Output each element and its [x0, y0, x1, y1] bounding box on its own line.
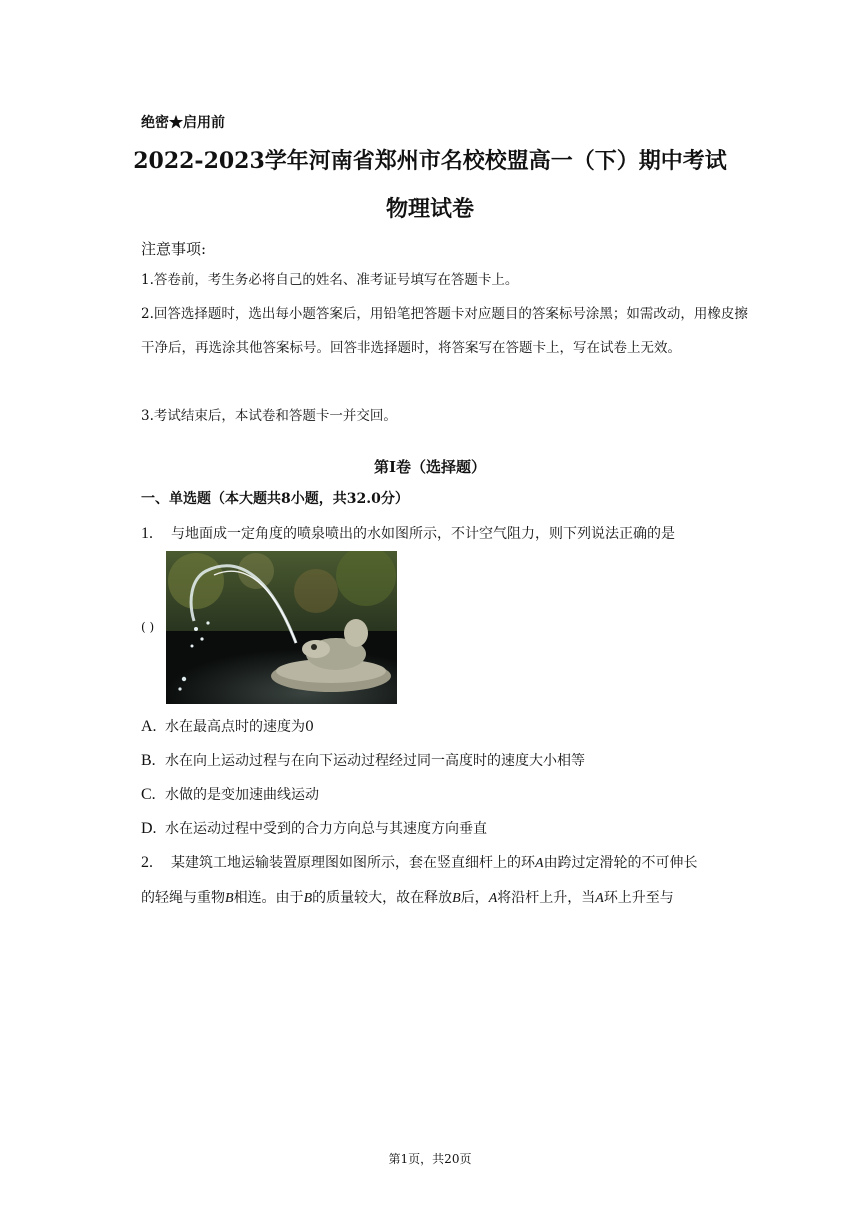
option-text: 水做的是变加速曲线运动	[165, 787, 319, 803]
notice-item-2: 2.回答选择题时，选出每小题答案后，用铅笔把答题卡对应题目的答案标号涂黑；如需改动，用橡皮擦干净后，再选涂其他答案标号。回答非选择题时，将答案写在答题卡上，写在试卷上无效。	[141, 306, 748, 356]
variable-b: B	[225, 891, 234, 906]
question-1	[141, 517, 749, 551]
page-footer: 第1页，共20页	[388, 1152, 472, 1166]
option-label: C.	[141, 786, 156, 803]
option-text: 水在最高点时的速度为0	[165, 719, 314, 735]
question-text: 某建筑工地运输装置原理图如图所示，套在竖直细杆上的环	[171, 855, 535, 871]
notice-heading: 注意事项:	[141, 240, 207, 258]
question-number: 2.	[141, 854, 153, 871]
question-text: 的轻绳与重物	[141, 890, 225, 906]
exam-title: 2022-2023学年河南省郑州市名校校盟高一（下）期中考试	[133, 148, 727, 174]
variable-a: A	[488, 891, 498, 906]
notice-item-1: 1.答卷前，考生务必将自己的姓名、准考证号填写在答题卡上。	[141, 272, 519, 288]
question-2	[141, 846, 749, 916]
answer-paren: ( )	[141, 620, 155, 634]
option-label: A.	[141, 718, 157, 735]
variable-b: B	[452, 891, 461, 906]
exam-subtitle: 物理试卷	[385, 196, 474, 222]
question-text: 的质量较大，故在释放	[312, 890, 453, 906]
question-text: 相连。由于	[233, 890, 304, 906]
fountain-photo	[166, 551, 397, 704]
option-a[interactable]	[141, 716, 314, 736]
question-text: 后，	[460, 890, 489, 906]
option-b[interactable]	[141, 750, 585, 770]
variable-a: A	[595, 891, 604, 906]
question-text: 与地面成一定角度的喷泉喷出的水如图所示，不计空气阻力，则下列说法正确的是	[171, 526, 675, 542]
option-label: B.	[141, 752, 156, 769]
question-text: 环上升至与	[603, 890, 674, 906]
option-text: 水在运动过程中受到的合力方向总与其速度方向垂直	[165, 821, 487, 837]
option-text: 水在向上运动过程与在向下运动过程经过同一高度时的速度大小相等	[165, 753, 585, 769]
question-type-heading: 一、单选题（本大题共8小题，共32.0分）	[141, 491, 409, 507]
option-c[interactable]	[141, 784, 319, 804]
notice-item-3: 3.考试结束后，本试卷和答题卡一并交回。	[141, 408, 397, 424]
question-text: 将沿杆上升，当	[497, 890, 596, 906]
variable-b: B	[303, 891, 313, 906]
option-label: D.	[141, 820, 157, 837]
section-title: 第Ⅰ卷（选择题）	[373, 458, 487, 476]
question-number: 1.	[141, 525, 153, 542]
question-text: 由跨过定滑轮的不可伸长	[543, 855, 698, 871]
variable-a: A	[535, 856, 544, 871]
option-d[interactable]	[141, 818, 487, 838]
confidential-label: 绝密★启用前	[141, 115, 225, 131]
